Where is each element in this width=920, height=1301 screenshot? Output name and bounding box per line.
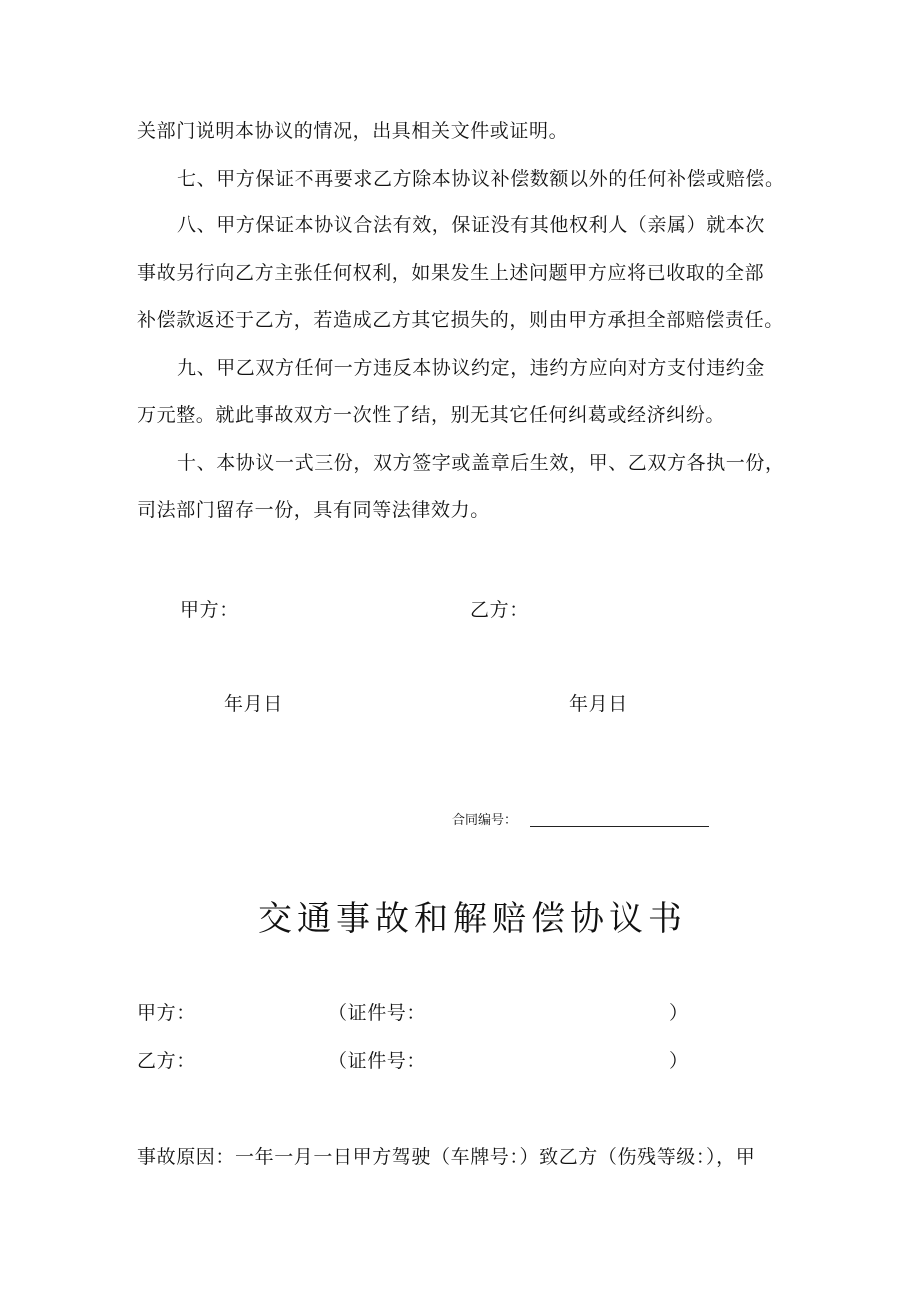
clause-7: 七、甲方保证不再要求乙方除本协议补偿数额以外的任何补偿或赔偿。 xyxy=(177,168,785,190)
clause-10-line-2: 司法部门留存一份，具有同等法律效力。 xyxy=(137,499,490,521)
clause-9-line-1: 九、甲乙双方任何一方违反本协议约定，违约方应向对方支付违约金 xyxy=(177,357,766,379)
accident-cause: 事故原因：一年一月一日甲方驾驶（车牌号：）致乙方（伤残等级：），甲 xyxy=(137,1146,756,1168)
signature-party-b-date: 年月日 xyxy=(569,693,628,715)
clause-8-line-3: 补偿款返还于乙方，若造成乙方其它损失的，则由甲方承担全部赔偿责任。 xyxy=(137,309,784,331)
signature-party-a-date: 年月日 xyxy=(224,693,283,715)
party-a-id-close: ） xyxy=(669,1002,689,1024)
signature-party-a-label: 甲方： xyxy=(180,599,239,621)
contract-number-blank[interactable] xyxy=(530,826,709,827)
document-title: 交通事故和解赔偿协议书 xyxy=(258,899,687,939)
clause-10-line-1: 十、本协议一式三份，双方签字或盖章后生效，甲、乙双方各执一份， xyxy=(177,452,785,474)
clause-6-continuation: 关部门说明本协议的情况，出具相关文件或证明。 xyxy=(137,120,569,142)
party-b-label: 乙方： xyxy=(137,1050,196,1072)
contract-number-label: 合同编号： xyxy=(452,813,518,828)
clause-9-line-2: 万元整。就此事故双方一次性了结，别无其它任何纠葛或经济纠纷。 xyxy=(137,404,726,426)
clause-8-line-2: 事故另行向乙方主张任何权利，如果发生上述问题甲方应将已收取的全部 xyxy=(137,262,765,284)
party-b-id-close: ） xyxy=(669,1050,689,1072)
party-a-id-label: （证件号： xyxy=(328,1002,427,1024)
signature-party-b-label: 乙方： xyxy=(470,599,529,621)
party-a-label: 甲方： xyxy=(137,1002,196,1024)
clause-8-line-1: 八、甲方保证本协议合法有效，保证没有其他权利人（亲属）就本次 xyxy=(177,214,766,236)
party-b-id-label: （证件号： xyxy=(328,1050,427,1072)
